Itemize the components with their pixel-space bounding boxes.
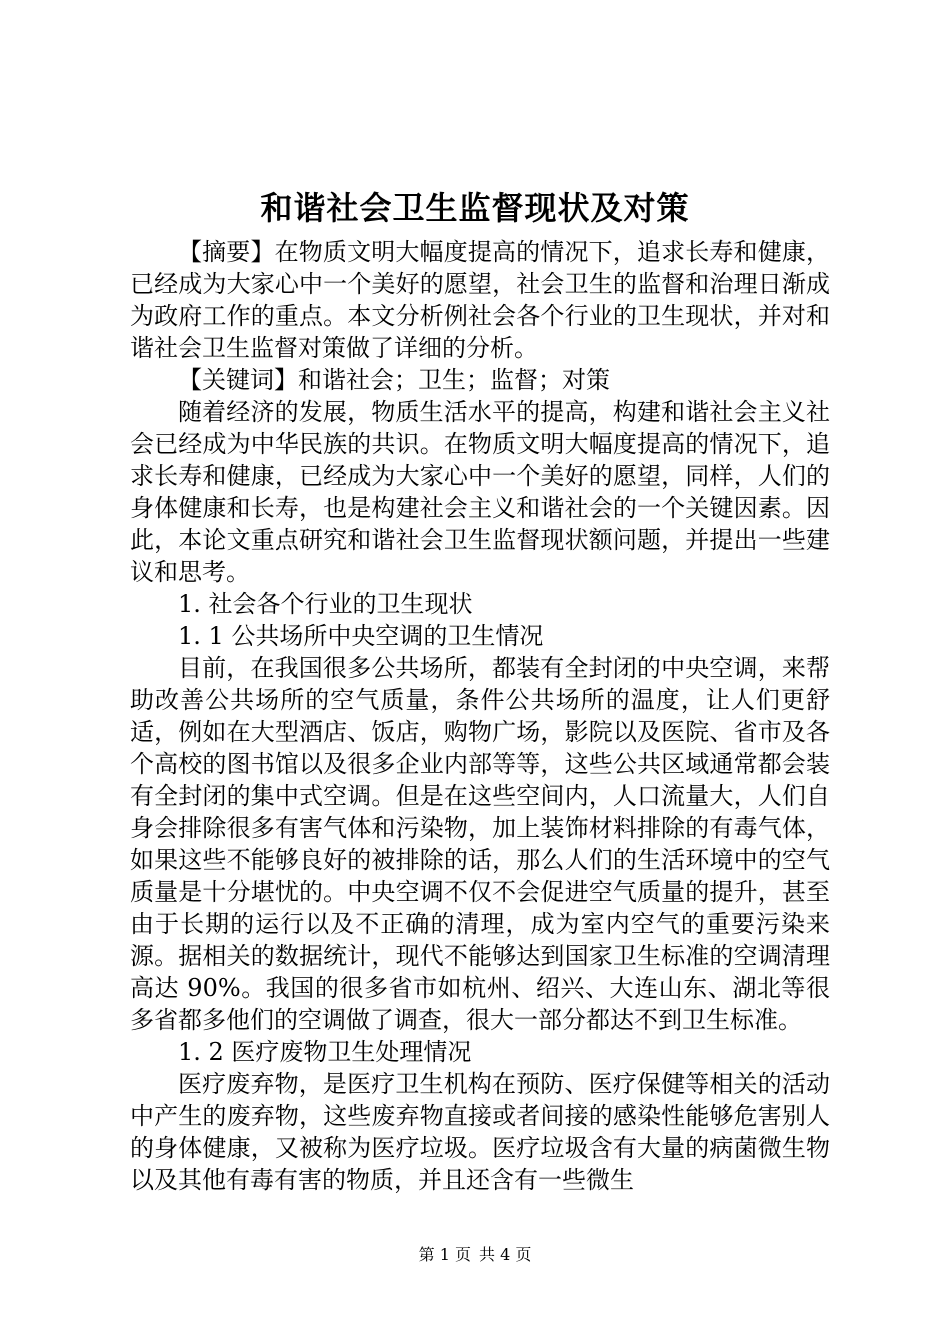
page-number: 第 1 页 bbox=[418, 1245, 471, 1264]
keywords-paragraph: 【关键词】和谐社会；卫生；监督；对策 bbox=[178, 366, 610, 394]
intro-paragraph: 随着经济的发展，物质生活水平的提高，构建和谐社会主义社会已经成为中华民族的共识。在物质文明大幅度提高的情况下，追求长寿和健康，已经成为大家心中一个美好的愿望，同样，人们的身体健康和长寿，也是构建社会主义和谐社会的一个关键因素。因此，本论文重点研究和谐社会卫生监督现状额问题，并提出一些建议和思考。 bbox=[130, 398, 830, 586]
document-title: 和谐社会卫生监督现状及对策 bbox=[260, 189, 690, 227]
section-heading-1: 1. 社会各个行业的卫生现状 bbox=[178, 590, 473, 618]
page-total: 共 4 页 bbox=[479, 1245, 532, 1264]
page-footer bbox=[0, 1244, 950, 1266]
body-paragraph-air-conditioning: 目前，在我国很多公共场所，都装有全封闭的中央空调，来帮助改善公共场所的空气质量，条件公共场所的温度，让人们更舒适，例如在大型酒店、饭店，购物广场，影院以及医院、省市及各个高校的图书馆以及很多企业内部等等，这些公共区域通常都会装有全封闭的集中式空调。但是在这些空间内，人口流量大，人们自身会排除很多有害气体和污染物，加上装饰材料排除的有毒气体，如果这些不能够良好的被排除的话，那么人们的生活环境中的空气质量是十分堪忧的。中央空调不仅不会促进空气质量的提升，甚至由于长期的运行以及不正确的清理，成为室内空气的重要污染来源。据相关的数据统计，现代不能够达到国家卫生标准的空调清理高达 90%。我国的很多省市如杭州、绍兴、大连山东、湖北等很多省都多他们的空调做了调查，很大一部分都达不到卫生标准。 bbox=[130, 654, 830, 1034]
section-heading-1-2: 1. 2 医疗废物卫生处理情况 bbox=[178, 1038, 472, 1066]
section-heading-1-1: 1. 1 公共场所中央空调的卫生情况 bbox=[178, 622, 544, 650]
body-paragraph-medical-waste: 医疗废弃物，是医疗卫生机构在预防、医疗保健等相关的活动中产生的废弃物，这些废弃物直接或者间接的感染性能够危害别人的身体健康，又被称为医疗垃圾。医疗垃圾含有大量的病菌微生物以及其他有毒有害的物质，并且还含有一些微生 bbox=[130, 1070, 830, 1194]
document-body bbox=[130, 236, 830, 1196]
abstract-paragraph: 【摘要】在物质文明大幅度提高的情况下，追求长寿和健康，已经成为大家心中一个美好的愿望，社会卫生的监督和治理日渐成为政府工作的重点。本文分析例社会各个行业的卫生现状，并对和谐社会卫生监督对策做了详细的分析。 bbox=[130, 238, 830, 362]
